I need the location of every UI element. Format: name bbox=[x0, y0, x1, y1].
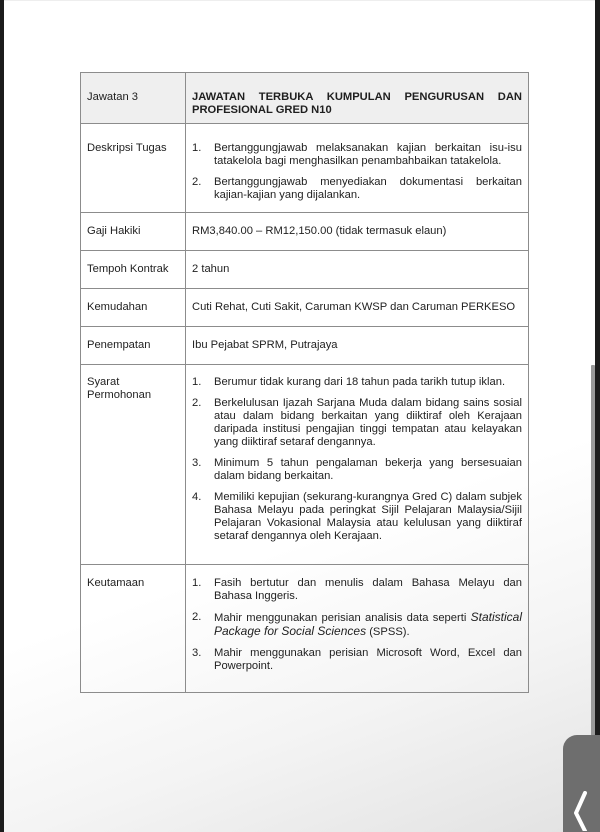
item-number: 2. bbox=[192, 611, 202, 623]
list-item bbox=[192, 577, 522, 603]
list-item bbox=[192, 491, 522, 543]
list-item bbox=[192, 376, 522, 389]
list-item bbox=[192, 176, 522, 202]
row-label: Penempatan bbox=[81, 327, 186, 365]
row-label: Tempoh Kontrak bbox=[81, 251, 186, 289]
chevron-left-icon bbox=[571, 791, 591, 831]
back-button[interactable] bbox=[563, 735, 600, 832]
table-row-kemudahan bbox=[81, 289, 529, 327]
table-row-penempatan bbox=[81, 327, 529, 365]
row-value bbox=[186, 365, 529, 565]
item-number: 1. bbox=[192, 376, 202, 388]
job-details-table bbox=[80, 72, 529, 693]
row-label: Syarat Permohonan bbox=[81, 365, 186, 565]
requirements-list bbox=[192, 376, 522, 543]
row-label: Deskripsi Tugas bbox=[81, 124, 186, 213]
row-value bbox=[186, 565, 529, 693]
row-label: Kemudahan bbox=[81, 289, 186, 327]
item-text: Bertanggungjawab melaksanakan kajian berkaitan isu-isu tatakelola bagi menghasilkan penambahbaikan tatakelola. bbox=[214, 142, 522, 167]
list-item bbox=[192, 647, 522, 673]
salary-value: RM3,840.00 – RM12,150.00 (tidak termasuk elaun) bbox=[186, 213, 529, 251]
list-item bbox=[192, 611, 522, 639]
item-text: Minimum 5 tahun pengalaman bekerja yang bersesuaian dalam bidang berkaitan. bbox=[214, 457, 522, 482]
job-title: JAWATAN TERBUKA KUMPULAN PENGURUSAN DAN PROFESIONAL GRED N10 bbox=[186, 73, 529, 124]
item-text-plain: Mahir menggunakan perisian analisis data seperti bbox=[214, 612, 471, 624]
item-number: 4. bbox=[192, 491, 202, 503]
contract-value: 2 tahun bbox=[186, 251, 529, 289]
item-number: 2. bbox=[192, 176, 202, 188]
placement-value: Ibu Pejabat SPRM, Putrajaya bbox=[186, 327, 529, 365]
item-text bbox=[214, 611, 522, 639]
item-text: Mahir menggunakan perisian Microsoft Word, Excel dan Powerpoint. bbox=[214, 647, 522, 672]
item-text: Berumur tidak kurang dari 18 tahun pada tarikh tutup iklan. bbox=[214, 376, 506, 388]
item-text-plain: (SPSS). bbox=[366, 626, 410, 638]
preferences-list bbox=[192, 577, 522, 673]
table-row-jawatan bbox=[81, 73, 529, 124]
row-label: Keutamaan bbox=[81, 565, 186, 693]
list-item bbox=[192, 457, 522, 483]
item-text: Fasih bertutur dan menulis dalam Bahasa Melayu dan Bahasa Inggeris. bbox=[214, 577, 522, 602]
table-row-gaji-hakiki bbox=[81, 213, 529, 251]
item-text: Bertanggungjawab menyediakan dokumentasi berkaitan kajian-kajian yang dijalankan. bbox=[214, 176, 522, 201]
benefits-value: Cuti Rehat, Cuti Sakit, Caruman KWSP dan Caruman PERKESO bbox=[186, 289, 529, 327]
item-text: Memiliki kepujian (sekurang-kurangnya Gred C) dalam subjek Bahasa Melayu pada peringkat Sijil Pelajaran Malaysia/Sijil Pelajaran Vokasional Malaysia atau kelulusan yang diiktiraf setaraf dengannya oleh Kerajaan. bbox=[214, 491, 522, 542]
item-number: 2. bbox=[192, 397, 202, 409]
table-row-tempoh-kontrak bbox=[81, 251, 529, 289]
row-value bbox=[186, 124, 529, 213]
item-number: 3. bbox=[192, 457, 202, 469]
row-label: Gaji Hakiki bbox=[81, 213, 186, 251]
item-text-italic: Statistical Package for Social Sciences bbox=[214, 610, 522, 638]
item-number: 3. bbox=[192, 647, 202, 659]
row-label: Jawatan 3 bbox=[81, 73, 186, 124]
list-item bbox=[192, 142, 522, 168]
screen-edge-right bbox=[595, 0, 600, 736]
document-page bbox=[4, 0, 595, 832]
table-row-deskripsi-tugas bbox=[81, 124, 529, 213]
duty-list bbox=[192, 142, 522, 202]
item-number: 1. bbox=[192, 142, 202, 154]
item-number: 1. bbox=[192, 577, 202, 589]
list-item bbox=[192, 397, 522, 449]
item-text: Berkelulusan Ijazah Sarjana Muda dalam bidang sains sosial atau dalam bidang berkaitan yang diiktiraf oleh Kerajaan daripada institusi pengajian tinggi tempatan atau kelayakan yang diiktiraf setaraf dengannya. bbox=[214, 397, 522, 448]
table-row-keutamaan bbox=[81, 565, 529, 693]
table-row-syarat-permohonan bbox=[81, 365, 529, 565]
